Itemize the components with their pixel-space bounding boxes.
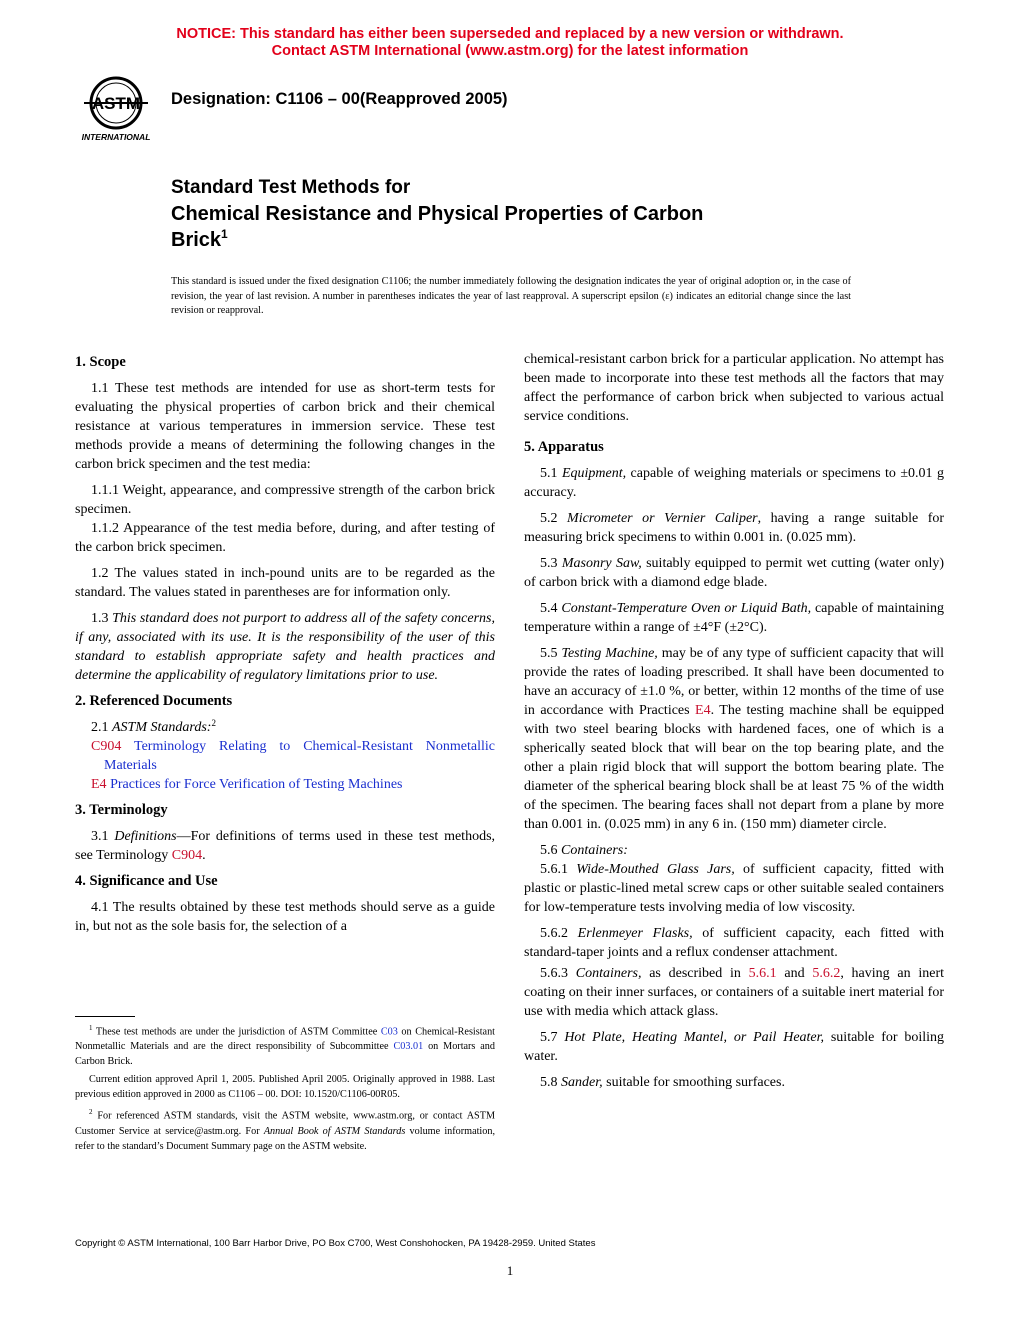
- paragraph-3-1-num: 3.1: [91, 829, 115, 844]
- paragraph-5-3-num: 5.3: [540, 556, 562, 571]
- paragraph-5-1: [524, 464, 944, 502]
- paragraph-5-6-2: [524, 924, 944, 962]
- paragraph-5-8: [524, 1073, 944, 1092]
- footnote-2-a: For referenced ASTM standards, visit the ASTM website, www.astm.org, or contact ASTM Customer Service at service@astm.org. For: [75, 1110, 495, 1137]
- paragraph-5-8-num: 5.8: [540, 1075, 561, 1090]
- footnote-divider: [75, 1016, 135, 1017]
- notice-line-1: NOTICE: This standard has either been superseded and replaced by a new version or withdrawn.: [176, 26, 844, 42]
- logo-subtext: INTERNATIONAL: [81, 132, 151, 142]
- paragraph-2-1: [75, 718, 495, 737]
- paragraph-5-5-text-b: . The testing machine shall be equipped with two steel bearing blocks with hardened faces, one of which is a spherically seated block that will bear on the top bearing plate, and the other a plain rigid block that will support the bottom bearing plate. The diameter of the spherical bearing block shall be at least 75 % of the width of the specimen. The bearing faces shall not depart from a plane by more than 0.001 in. (0.025 mm) in any 6 in. (150 mm) diameter circle.: [524, 703, 944, 832]
- footnote-1-edition: Current edition approved April 1, 2005. Published April 2005. Originally approved in 1988. Last previous edition approved in 2000 as C1106 – 00. DOI: 10.1520/C1106-00R05.: [75, 1074, 495, 1101]
- paragraph-4-1: 4.1 The results obtained by these test methods should serve as a guide in, but not as the sole basis for, the selection of a: [75, 900, 495, 934]
- paragraph-3-1-end: .: [202, 848, 206, 863]
- paragraph-5-6-1-text: of sufficient capacity, fitted with plastic or plastic-lined metal screw caps or other suitable sealed containers for low-temperature tests involving media of low viscosity.: [524, 862, 944, 915]
- right-column: [524, 350, 944, 1099]
- document-title: [171, 175, 871, 253]
- paragraph-2-1-label: ASTM Standards:: [112, 720, 212, 735]
- title-line-3: [171, 227, 871, 253]
- paragraph-5-7-num: 5.7: [540, 1030, 565, 1045]
- footnote-1-link-c03[interactable]: C03: [380, 1026, 398, 1038]
- paragraph-1-1-2: 1.1.2 Appearance of the test media before, during, and after testing of the carbon brick specimen.: [75, 521, 495, 555]
- paragraph-5-1-text: capable of weighing materials or specimens to ±0.01 g accuracy.: [524, 466, 945, 500]
- reference-e4: [75, 775, 495, 794]
- paragraph-5-6-3: [524, 964, 944, 1021]
- paragraph-3-1-text: —For definitions of terms used in these test methods, see Terminology: [75, 829, 496, 863]
- paragraph-5-5: [524, 644, 944, 834]
- paragraph-5-6-1-num: 5.6.1: [540, 862, 577, 877]
- paragraph-5-6-3-num: 5.6.3: [540, 966, 576, 981]
- paragraph-5-7-text: suitable for boiling water.: [524, 1030, 944, 1064]
- paragraph-5-6-2-label: Erlenmeyer Flasks,: [577, 926, 693, 941]
- paragraph-5-6-3-link-1[interactable]: 5.6.1: [748, 966, 777, 981]
- paragraph-5-6-3-link-2[interactable]: 5.6.2: [812, 966, 841, 981]
- section-heading-significance: 4. Significance and Use: [75, 873, 218, 889]
- paragraph-5-3-label: Masonry Saw,: [561, 556, 642, 571]
- paragraph-5-8-text: suitable for smoothing surfaces.: [602, 1075, 785, 1090]
- withdrawal-notice: [0, 26, 1020, 60]
- footnotes: [75, 1021, 495, 1157]
- paragraph-5-6-1: [524, 860, 944, 917]
- paragraph-5-6: [524, 841, 944, 860]
- paragraph-5-4-label: Constant-Temperature Oven or Liquid Bath,: [561, 601, 812, 616]
- section-heading-referenced-documents: 2. Referenced Documents: [75, 693, 233, 709]
- paragraph-3-1: [75, 827, 495, 865]
- paragraph-5-2-num: 5.2: [540, 511, 568, 526]
- astm-logo-icon: [70, 74, 162, 144]
- paragraph-5-4: [524, 599, 944, 637]
- paragraph-1-1: 1.1 These test methods are intended for use as short-term tests for evaluating the physical properties of carbon brick and their chemical resistance at various temperatures in immersion service. These test methods provide a means of determining the following changes in the carbon brick specimen and the test media:: [75, 381, 495, 472]
- paragraph-5-1-label: Equipment,: [561, 466, 627, 481]
- paragraph-1-3: [75, 609, 495, 685]
- footnote-2-italic: Annual Book of ASTM Standards: [263, 1125, 406, 1137]
- paragraph-5-2-label: Micrometer or Vernier Caliper: [567, 511, 758, 526]
- paragraph-5-6-1-label: Wide-Mouthed Glass Jars,: [576, 862, 735, 877]
- paragraph-4-1-continued: chemical-resistant carbon brick for a particular application. No attempt has been made to incorporate into these test methods all the factors that may affect the performance of carbon brick when subjected to various actual service conditions.: [524, 352, 944, 424]
- paragraph-1-3-text: This standard does not purport to address all of the safety concerns, if any, associated with its use. It is the responsibility of the user of this standard to establish appropriate safety and health practices and determine the applicability of regulatory limitations prior to use.: [75, 611, 496, 683]
- footnote-1-a: These test methods are under the jurisdiction of ASTM Committee: [92, 1026, 381, 1038]
- paragraph-5-5-text-a: may be of any type of sufficient capacity that will provide the rates of loading prescribed. It shall have been documented to have an accuracy of ±1.0 %, or better, within 12 months of the time of use in accordance with Practices: [524, 646, 945, 718]
- designation: Designation: C1106 – 00(Reapproved 2005): [171, 90, 508, 108]
- paragraph-5-5-label: Testing Machine,: [561, 646, 658, 661]
- paragraph-5-6-2-num: 5.6.2: [540, 926, 578, 941]
- paragraph-3-1-link[interactable]: C904: [171, 848, 203, 863]
- footnote-1-b: on Chemical-Resistant Nonmetallic Materials and are the direct responsibility of Subcommittee: [75, 1026, 495, 1053]
- reference-c904-link[interactable]: C904: [91, 739, 122, 754]
- title-line-3-text: Brick: [171, 229, 222, 251]
- paragraph-5-7: [524, 1028, 944, 1066]
- title-line-2: Chemical Resistance and Physical Properties of Carbon: [171, 203, 704, 225]
- paragraph-5-6-label: Containers:: [561, 843, 628, 858]
- section-heading-apparatus: 5. Apparatus: [524, 439, 604, 455]
- paragraph-5-6-3-label: Containers,: [575, 966, 642, 981]
- paragraph-1-3-num: 1.3: [91, 611, 113, 626]
- paragraph-5-5-num: 5.5: [540, 646, 562, 661]
- paragraph-5-4-num: 5.4: [540, 601, 562, 616]
- paragraph-5-4-text: capable of maintaining temperature within a range of ±4°F (±2°C).: [524, 601, 944, 635]
- reference-e4-title[interactable]: Practices for Force Verification of Testing Machines: [106, 777, 403, 792]
- paragraph-2-1-mark: 2: [211, 718, 216, 728]
- footnote-1-link-c0301[interactable]: C03.01: [393, 1041, 424, 1053]
- paragraph-2-1-num: 2.1: [91, 720, 112, 735]
- title-footnote-mark: 1: [221, 227, 228, 241]
- section-heading-terminology: 3. Terminology: [75, 802, 168, 818]
- footnote-1-mark: 1: [89, 1024, 93, 1032]
- paragraph-5-6-3-text-a: as described in: [641, 966, 749, 981]
- paragraph-5-6-2-text: of sufficient capacity, each fitted with standard-taper joints and a reflux condenser attachment.: [524, 926, 945, 960]
- paragraph-5-2: [524, 509, 944, 547]
- paragraph-5-3: [524, 554, 944, 592]
- logo-text: ASTM: [91, 94, 141, 113]
- paragraph-3-1-label: Definitions: [114, 829, 177, 844]
- paragraph-1-2: 1.2 The values stated in inch-pound units are to be regarded as the standard. The values stated in parentheses are for information only.: [75, 566, 495, 600]
- copyright-line: Copyright © ASTM International, 100 Barr Harbor Drive, PO Box C700, West Conshohocken, PA 19428-2959. United States: [75, 1238, 596, 1249]
- section-heading-scope: 1. Scope: [75, 354, 126, 370]
- notice-line-2: Contact ASTM International (www.astm.org) for the latest information: [271, 43, 749, 59]
- paragraph-5-8-label: Sander,: [561, 1075, 603, 1090]
- paragraph-5-5-link-e4[interactable]: E4: [695, 703, 711, 718]
- page-number: 1: [506, 1263, 514, 1278]
- reference-c904-title[interactable]: Terminology Relating to Chemical-Resistant Nonmetallic Materials: [104, 739, 495, 773]
- paragraph-5-6-3-text-b: , having an inert coating on their inner surfaces, or containers of a suitable inert material for use with media which attack glass.: [524, 966, 944, 1019]
- footnote-2: [75, 1105, 495, 1153]
- paragraph-5-3-text: suitably equipped to permit wet cutting (water only) of carbon brick with a diamond edge blade.: [524, 556, 944, 590]
- reference-c904: [75, 737, 495, 775]
- paragraph-5-6-num: 5.6: [540, 843, 561, 858]
- footnote-2-b: volume information, refer to the standard’s Document Summary page on the ASTM website.: [75, 1125, 495, 1152]
- left-column: [75, 350, 495, 943]
- footnote-1-c: on Mortars and Carbon Brick.: [75, 1041, 495, 1068]
- footnote-1: [75, 1021, 495, 1069]
- paragraph-5-7-label: Hot Plate, Heating Mantel, or Pail Heater,: [564, 1030, 825, 1045]
- paragraph-5-2-text: , having a range suitable for measuring brick specimens to within 0.001 in. (0.025 mm).: [524, 511, 945, 545]
- footnote-2-mark: 2: [89, 1108, 93, 1117]
- title-line-1: Standard Test Methods for: [171, 177, 411, 198]
- paragraph-5-1-num: 5.1: [540, 466, 562, 481]
- intro-paragraph: This standard is issued under the fixed designation C1106; the number immediately following the designation indicates the year of original adoption or, in the case of revision, the year of last revision. A number in parentheses indicates the year of last reapproval. A superscript epsilon (ε) indicates an editorial change since the last revision or reapproval.: [171, 276, 851, 316]
- reference-e4-link[interactable]: E4: [91, 777, 107, 792]
- paragraph-5-6-3-and: and: [776, 966, 813, 981]
- paragraph-1-1-1: 1.1.1 Weight, appearance, and compressive strength of the carbon brick specimen.: [75, 483, 495, 517]
